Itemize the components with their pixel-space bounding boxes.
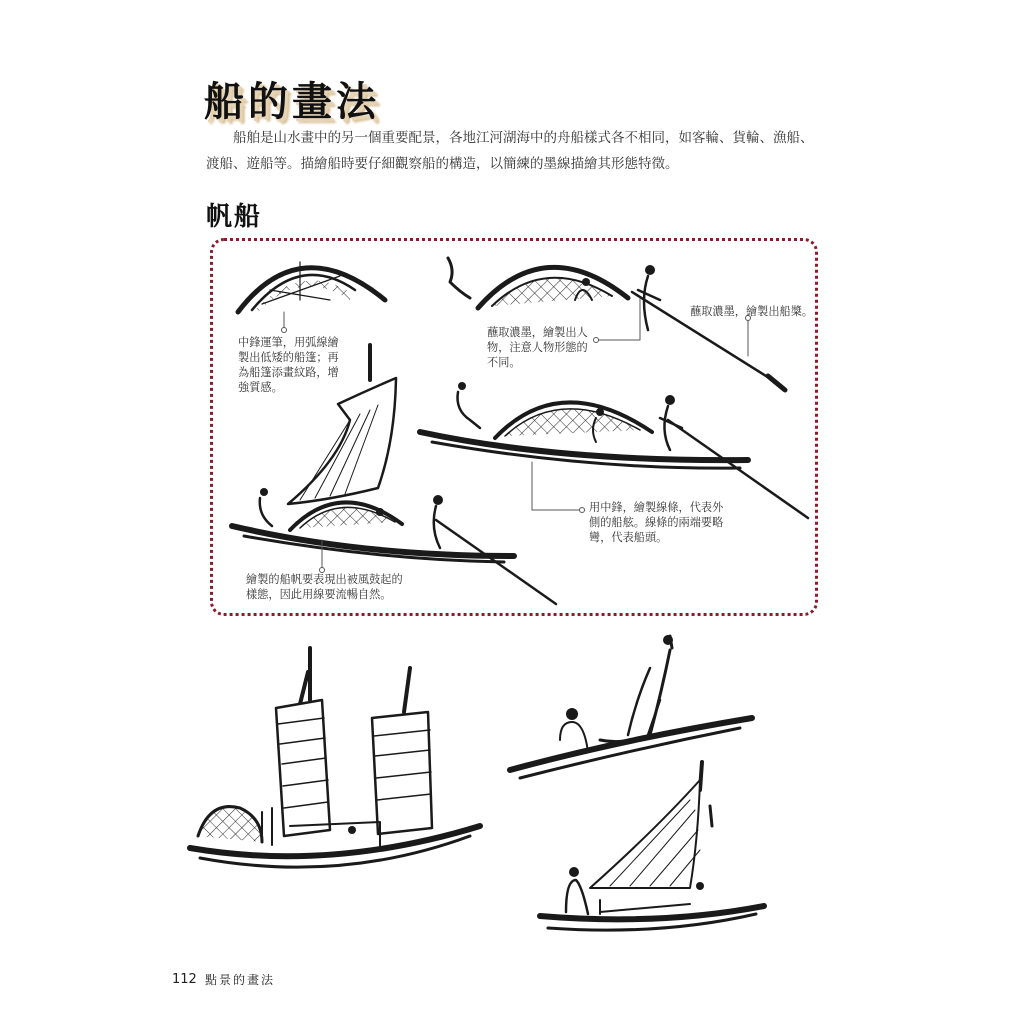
note-figures-line-3: 不同。 [487,356,521,369]
covered-boat-sketch [420,382,808,518]
intro-paragraph-line-1: 船舶是山水畫中的另一個重要配景，各地江河湖海中的舟船樣式各不相同，如客輪、貨輪、漁船、 [233,130,814,146]
canopy-figures-sketch [448,258,785,390]
note-figures-line-1: 蘸取濃墨，繪製出人 [487,326,588,339]
note-sail-line-2: 樣態，因此用線要流暢自然。 [246,588,392,601]
note-hull-line-1: 用中鋒，繪製線條，代表外 [589,501,724,514]
note-canopy-line-2: 製出低矮的船篷；再 [238,351,339,364]
note-canopy-line-1: 中鋒運筆，用弧線繪 [238,336,339,349]
small-sailboat-sketch [540,762,764,930]
note-oar [690,304,813,319]
note-figures-line-2: 物，注意人物形態的 [487,341,588,354]
note-canopy-line-3: 為船篷添畫紋路，增 [238,366,339,379]
note-sail [246,572,403,602]
small-boat-sketch [510,635,752,778]
intro-paragraph-line-2: 渡船、遊船等。描繪船時要仔細觀察船的構造，以簡練的墨線描繪其形態特徵。 [206,156,679,172]
page-number: 112 [172,972,197,987]
junk-boat-sketch [190,648,480,867]
note-hull [589,500,723,545]
note-canopy-line-4: 強質感。 [238,381,283,394]
running-title: 點景的畫法 [205,973,276,987]
note-hull-line-2: 側的船舷。線條的兩端要略 [589,516,724,529]
canopy-arc-sketch [238,262,385,312]
note-figures [487,325,588,370]
note-sail-line-1: 繪製的船帆要表現出被風鼓起的 [246,573,403,586]
note-oar-line-1: 蘸取濃墨，繪製出船槳。 [690,305,814,318]
note-hull-line-3: 彎，代表船頭。 [589,531,668,544]
section-heading: 帆船 [206,202,263,232]
page-title: 船的畫法 [204,78,380,125]
note-canopy [238,335,339,395]
